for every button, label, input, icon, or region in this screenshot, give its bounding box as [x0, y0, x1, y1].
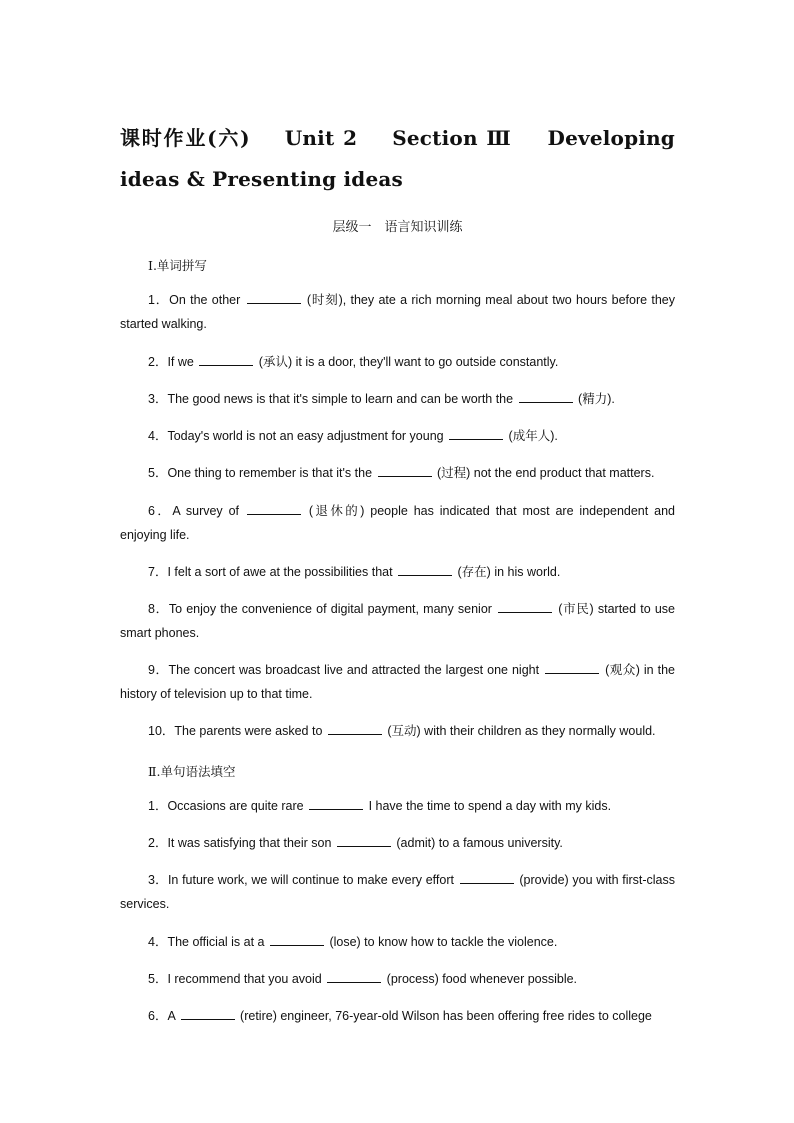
answer-blank[interactable] [449, 428, 503, 440]
exercise-item: 6．A survey of (退休的) people has indicated that most are independent and enjoying life. [120, 504, 675, 542]
exercise-item: 2．If we (承认) it is a door, they'll want to go outside constantly. [148, 355, 559, 369]
section-heading-grammar-fill: Ⅱ.单句语法填空 [148, 764, 236, 779]
answer-blank[interactable] [398, 564, 452, 576]
level-heading: 层级一 语言知识训练 [332, 220, 463, 235]
answer-blank[interactable] [328, 723, 382, 735]
answer-blank[interactable] [247, 292, 301, 304]
answer-blank[interactable] [519, 391, 573, 403]
exercise-item: 9．The concert was broadcast live and attracted the largest one night (观众) in the history of television up to that time. [120, 663, 675, 701]
answer-blank[interactable] [270, 934, 324, 946]
answer-blank[interactable] [337, 835, 391, 847]
exercise-item: 1．Occasions are quite rare I have the time to spend a day with my kids. [148, 799, 612, 813]
answer-blank[interactable] [199, 354, 253, 366]
answer-blank[interactable] [545, 662, 599, 674]
exercise-item: 10．The parents were asked to (互动) with their children as they normally would. [148, 724, 656, 738]
exercise-item: 8．To enjoy the convenience of digital payment, many senior (市民) started to use smart phones. [120, 602, 675, 640]
answer-blank[interactable] [247, 503, 301, 515]
exercise-item: 2．It was satisfying that their son (admit) to a famous university. [148, 836, 563, 850]
title-text: 课时作业(六) Unit 2 Section Ⅲ Developing ideas & Presenting ideas [120, 126, 683, 191]
exercise-item: 3．The good news is that it's simple to learn and can be worth the (精力). [148, 392, 615, 406]
answer-blank[interactable] [378, 465, 432, 477]
exercise-item: 4．The official is at a (lose) to know how to tackle the violence. [148, 935, 558, 949]
exercise-item: 4．Today's world is not an easy adjustment for young (成年人). [148, 429, 558, 443]
section-heading-word-spelling: Ⅰ.单词拼写 [148, 258, 207, 273]
answer-blank[interactable] [498, 601, 552, 613]
answer-blank[interactable] [460, 872, 514, 884]
exercise-item: 5．One thing to remember is that it's the (过程) not the end product that matters. [148, 466, 655, 480]
exercise-item: 3．In future work, we will continue to make every effort (provide) you with first-class services. [120, 873, 676, 911]
exercise-item: 7．I felt a sort of awe at the possibilities that (存在) in his world. [148, 565, 561, 579]
answer-blank[interactable] [181, 1008, 235, 1020]
answer-blank[interactable] [309, 798, 363, 810]
exercise-item: 6．A (retire) engineer, 76-year-old Wilson has been offering free rides to college [148, 1009, 652, 1023]
document-title [120, 118, 683, 200]
exercise-item: 1．On the other (时刻), they ate a rich morning meal about two hours before they started walking. [120, 293, 675, 331]
exercise-item: 5．I recommend that you avoid (process) food whenever possible. [148, 972, 578, 986]
answer-blank[interactable] [327, 971, 381, 983]
